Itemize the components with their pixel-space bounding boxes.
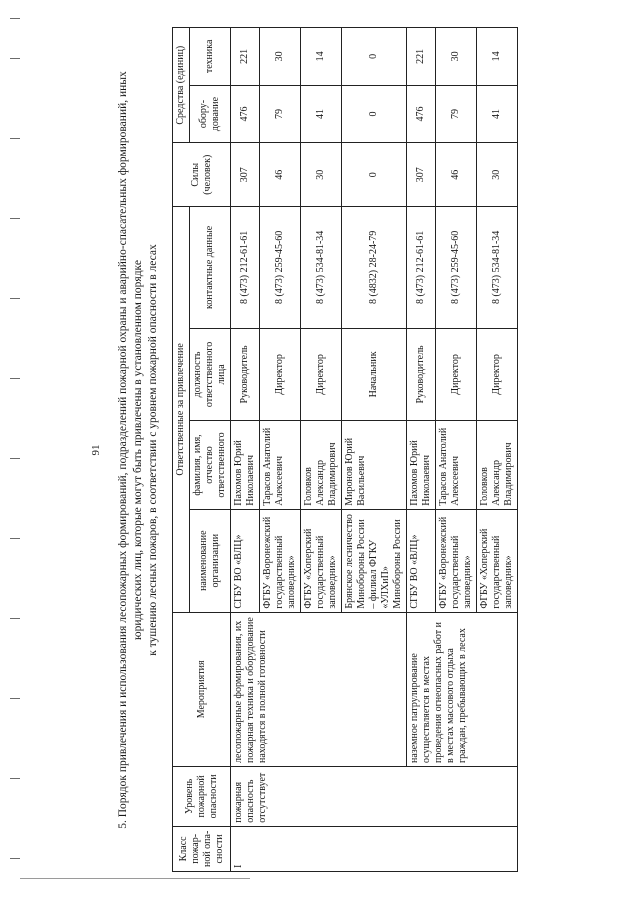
equipment-cell: 41 <box>477 85 518 143</box>
margin-tick <box>10 378 20 379</box>
class-cell: I <box>231 826 518 871</box>
forces-cell: 30 <box>301 143 342 207</box>
measure-cell-2: наземное патрулирование осуществляется в местах проведения огнеопасных работ и в местах массового отдыха граждан, пребывающих в лесах <box>407 612 518 766</box>
person-cell: Миронов Юрий Васильевич <box>342 421 407 510</box>
equipment-cell: 79 <box>436 85 477 143</box>
col-responsible-group: Ответственные за привлечение <box>173 207 190 613</box>
machinery-cell: 14 <box>301 28 342 86</box>
col-position: должность ответственного лица <box>190 328 231 421</box>
contact-cell: 8 (473) 259-45-60 <box>436 207 477 328</box>
person-cell: Тарасов Анатолий Алексеевич <box>260 421 301 510</box>
heading-line-2: юридических лиц, которые могут быть привлечены в установленном порядке <box>132 260 144 640</box>
scan-margin <box>0 0 70 905</box>
margin-tick <box>10 458 20 459</box>
machinery-cell: 0 <box>342 28 407 86</box>
position-cell: Директор <box>477 328 518 421</box>
person-cell: Головков Александр Владимирович <box>477 421 518 510</box>
col-measures: Мероприятия <box>173 612 231 766</box>
page-number: 91 <box>90 444 102 456</box>
org-cell: ФГБУ «Хоперский государственный заповедник» <box>477 509 518 612</box>
position-cell: Руководитель <box>231 328 260 421</box>
margin-tick <box>10 138 20 139</box>
contact-cell: 8 (473) 534-81-34 <box>477 207 518 328</box>
col-equipment: обору-дование <box>190 85 231 143</box>
machinery-cell: 30 <box>436 28 477 86</box>
machinery-cell: 221 <box>407 28 436 86</box>
forces-cell: 0 <box>342 143 407 207</box>
org-cell: Брянское лесничество Минобороны России – филиал ФГКУ «УЛХиП» Минобороны России <box>342 509 407 612</box>
col-class: Класс пожар-ной опа-сности <box>173 826 231 871</box>
forces-cell: 46 <box>436 143 477 207</box>
col-person-name: фамилия, имя, отчество ответственного <box>190 421 231 510</box>
machinery-cell: 30 <box>260 28 301 86</box>
col-org-name: наименование организации <box>190 509 231 612</box>
forces-cell: 46 <box>260 143 301 207</box>
org-cell: СГБУ ВО «ВЛЦ» <box>231 509 260 612</box>
margin-tick <box>10 538 20 539</box>
header-row-1 <box>173 28 190 872</box>
contact-cell: 8 (473) 212-61-61 <box>231 207 260 328</box>
org-cell: ФГБУ «Воронежский государственный заповедник» <box>260 509 301 612</box>
contact-cell: 8 (4832) 28-24-79 <box>342 207 407 328</box>
heading-line-3: к тушению лесных пожаров, в соответствии с уровнем пожарной опасности в лесах <box>147 244 159 656</box>
fire-resources-table <box>172 27 518 872</box>
position-cell: Руководитель <box>407 328 436 421</box>
person-cell: Головков Александр Владимирович <box>301 421 342 510</box>
col-machinery: техника <box>190 28 231 86</box>
margin-tick <box>10 778 20 779</box>
equipment-cell: 79 <box>260 85 301 143</box>
person-cell: Пахомов Юрий Николаевич <box>231 421 260 510</box>
heading-line-1: 5. Порядок привлечения и использования лесопожарных формирований, подразделений пожарной охраны и аварийно-спасательных формирований, иных <box>117 71 129 829</box>
rotated-page <box>80 20 600 880</box>
equipment-cell: 41 <box>301 85 342 143</box>
document-heading <box>116 50 161 850</box>
position-cell: Директор <box>260 328 301 421</box>
forces-cell: 307 <box>231 143 260 207</box>
col-contacts: контактные данные <box>190 207 231 328</box>
measure-cell-1: лесопожарные формирования, их пожарная техника и оборудование находятся в полной готовности <box>231 612 407 766</box>
margin-tick <box>10 298 20 299</box>
machinery-cell: 221 <box>231 28 260 86</box>
col-level: Уровень пожарной опасности <box>173 767 231 827</box>
col-means-group: Средства (единиц) <box>173 28 190 143</box>
table-row <box>407 28 436 872</box>
margin-tick <box>10 18 20 19</box>
margin-tick <box>10 858 20 859</box>
equipment-cell: 476 <box>407 85 436 143</box>
margin-tick <box>10 618 20 619</box>
contact-cell: 8 (473) 534-81-34 <box>301 207 342 328</box>
org-cell: СГБУ ВО «ВЛЦ» <box>407 509 436 612</box>
position-cell: Директор <box>301 328 342 421</box>
forces-cell: 30 <box>477 143 518 207</box>
org-cell: ФГБУ «Воронежский государственный заповедник» <box>436 509 477 612</box>
margin-tick <box>10 58 20 59</box>
margin-tick <box>10 218 20 219</box>
table-row <box>231 28 260 872</box>
person-cell: Тарасов Анатолий Алексеевич <box>436 421 477 510</box>
position-cell: Начальник <box>342 328 407 421</box>
forces-cell: 307 <box>407 143 436 207</box>
level-cell: пожарная опасность отсутствует <box>231 767 518 827</box>
col-forces: Силы (человек) <box>173 143 231 207</box>
equipment-cell: 476 <box>231 85 260 143</box>
equipment-cell: 0 <box>342 85 407 143</box>
margin-tick <box>10 698 20 699</box>
person-cell: Пахомов Юрий Николаевич <box>407 421 436 510</box>
contact-cell: 8 (473) 259-45-60 <box>260 207 301 328</box>
machinery-cell: 14 <box>477 28 518 86</box>
contact-cell: 8 (473) 212-61-61 <box>407 207 436 328</box>
org-cell: ФГБУ «Хоперский государственный заповедник» <box>301 509 342 612</box>
position-cell: Директор <box>436 328 477 421</box>
